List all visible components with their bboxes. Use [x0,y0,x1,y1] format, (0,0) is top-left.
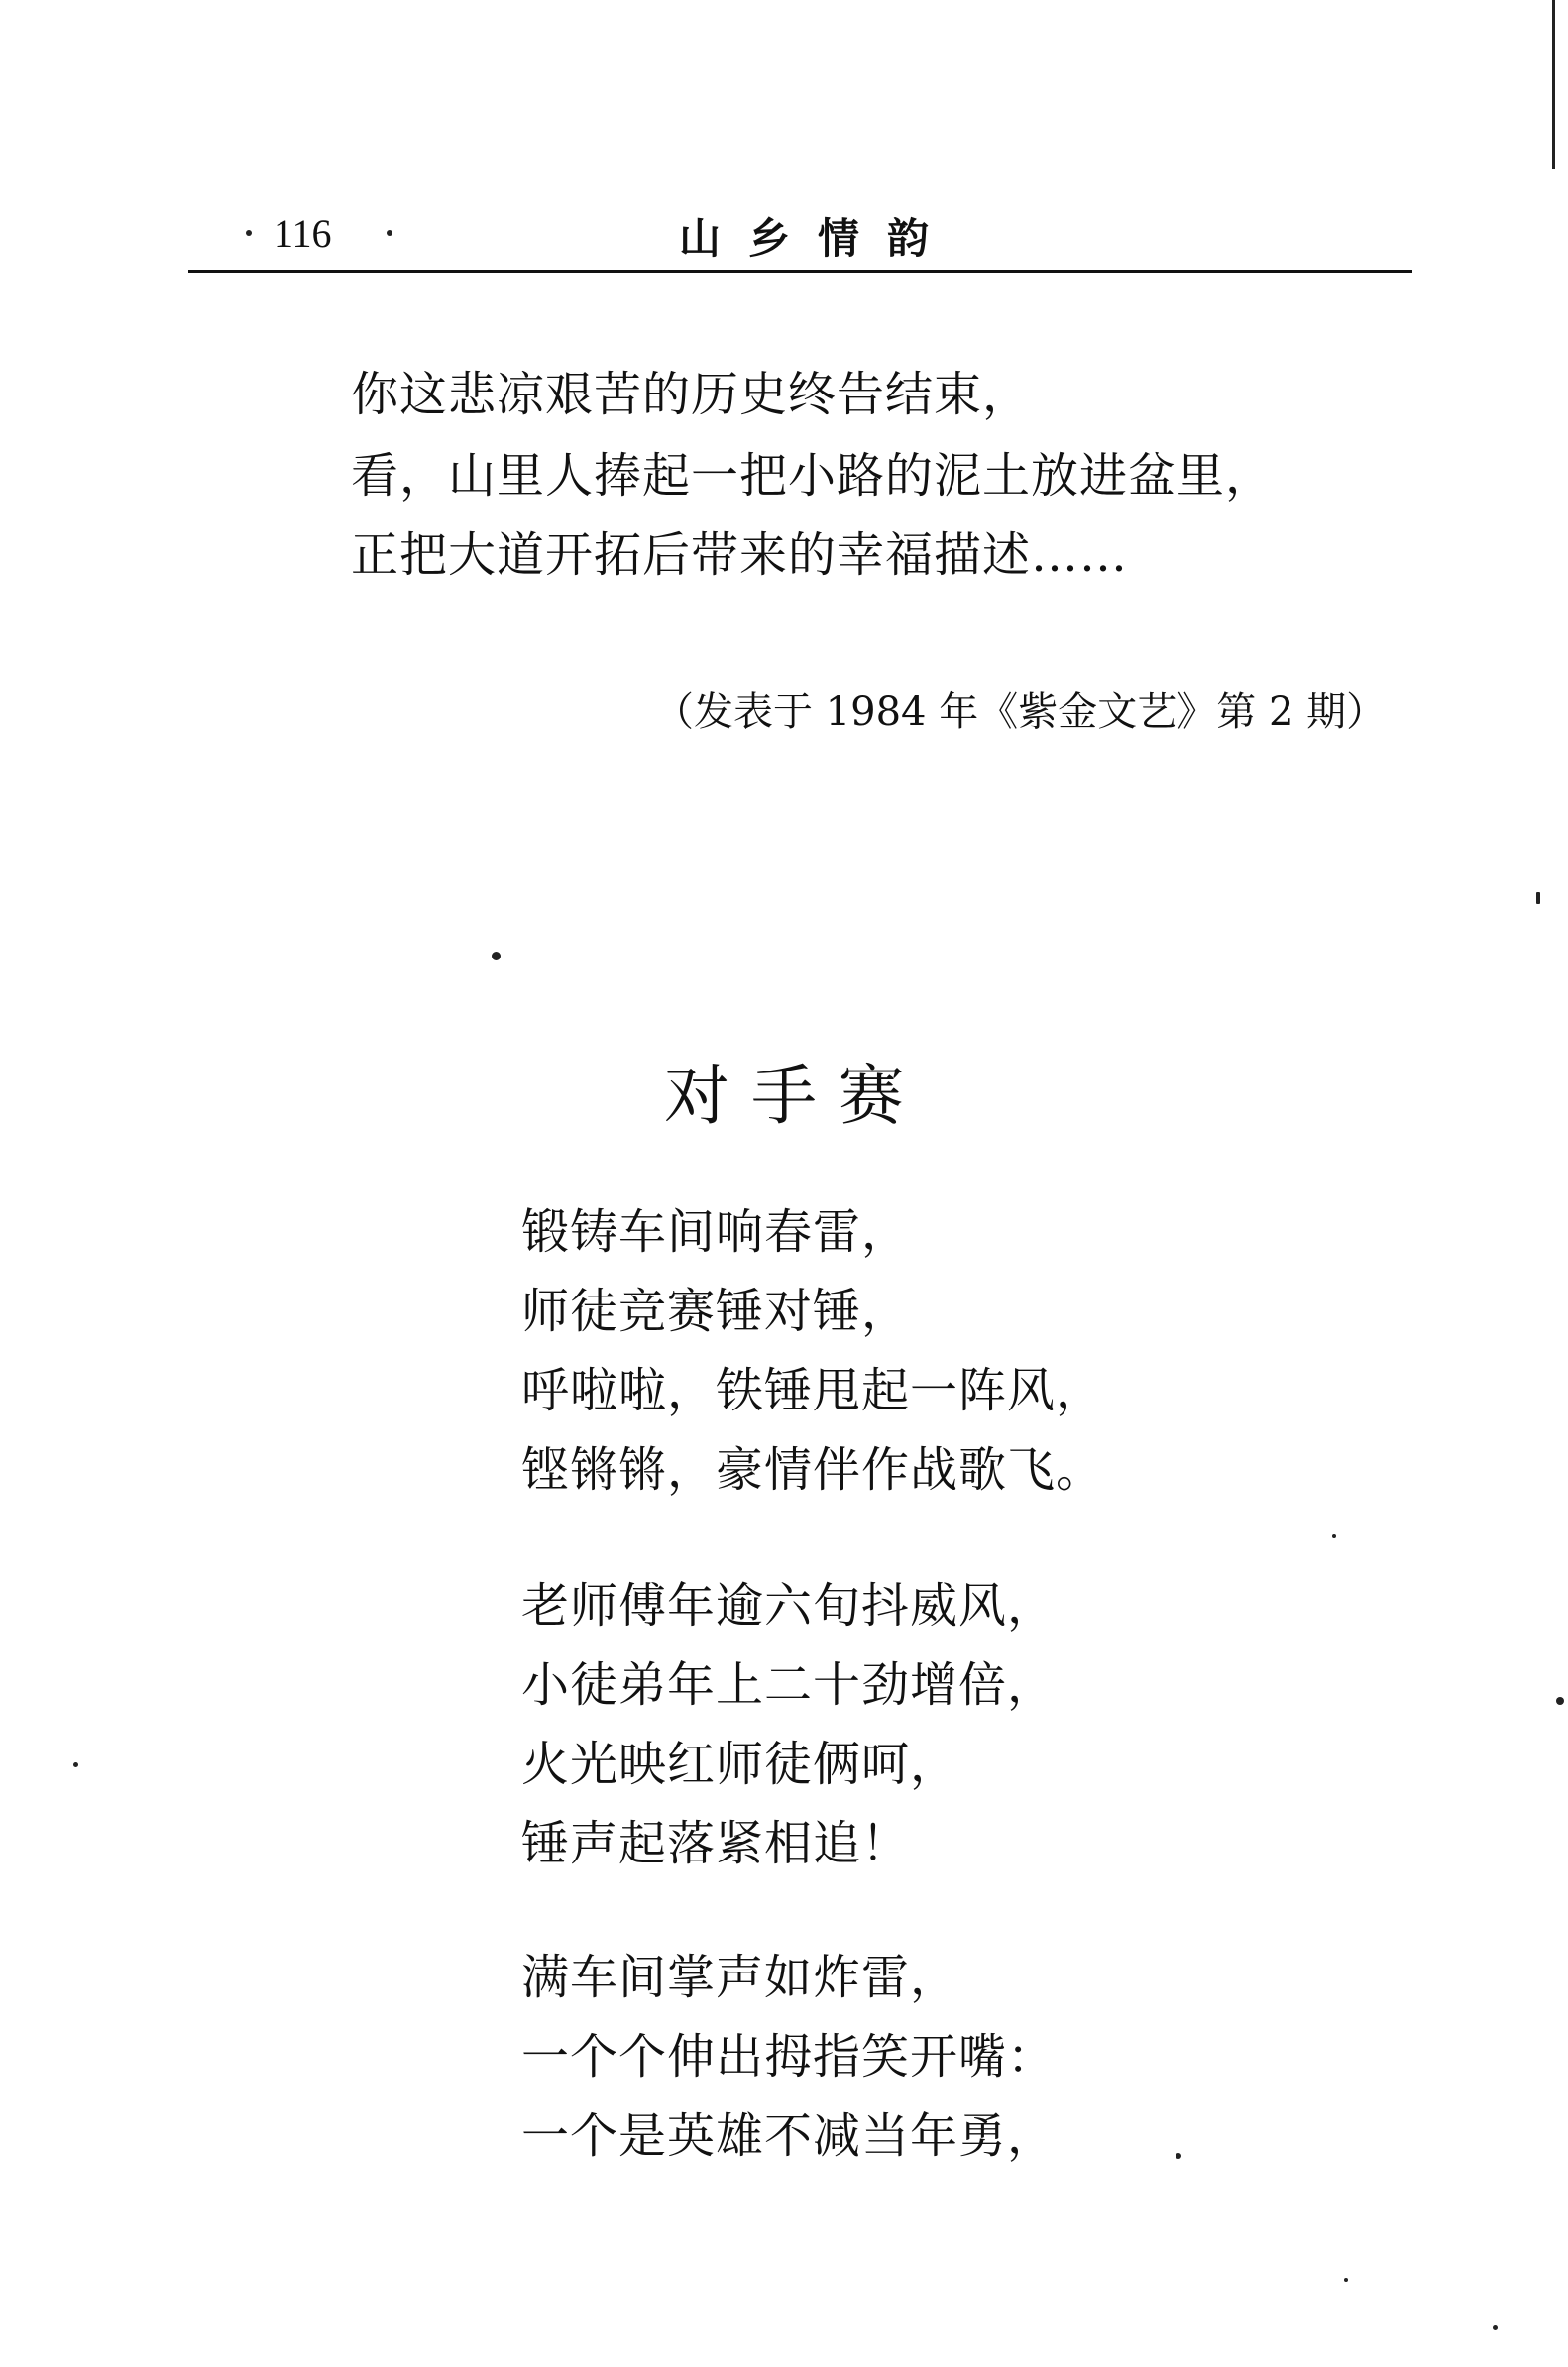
poem-title: 对手赛 [664,1058,926,1134]
verse-line: 看，山里人捧起一把小路的泥土放进盆里， [351,448,1275,504]
verse-line: 锤声起落紧相追！ [521,1816,911,1871]
verse-line: 你这悲凉艰苦的历史终告结束， [351,367,1032,422]
page-number: 116 [274,211,332,256]
verse-line: 一个个伸出拇指笑开嘴： [521,2029,1057,2085]
scan-speck [1332,1534,1336,1538]
scan-speck [1536,892,1540,904]
verse-line: 师徒竞赛锤对锤， [521,1284,911,1339]
header-rule [188,270,1412,273]
running-title: 山乡情韵 [679,214,957,263]
verse-line: 铿锵锵，豪情伴作战歌飞。 [521,1442,1105,1498]
publication-note: （发表于 1984 年《紫金文艺》第 2 期） [654,689,1387,734]
verse-line: 锻铸车间响春雷， [521,1204,911,1260]
scan-speck [1556,1697,1564,1705]
verse-line: 火光映红师徒俩呵， [521,1737,959,1792]
scan-speck [73,1762,78,1767]
verse-line: 呼啦啦，铁锤甩起一阵风， [521,1363,1105,1418]
verse-line: 满车间掌声如炸雷， [521,1950,959,2005]
verse-line: 小徒弟年上二十劲增倍， [521,1657,1057,1713]
binding-edge [1552,0,1555,169]
verse-line: 老师傅年逾六旬抖威风， [521,1578,1057,1634]
header-dot-left [246,230,252,236]
verse-line: 一个是英雄不减当年勇， [521,2108,1057,2164]
verse-line: 正把大道开拓后带来的幸福描述…… [351,527,1129,583]
scan-speck [1493,2325,1498,2330]
scan-speck [492,952,501,960]
header-dot-right [387,230,392,236]
scan-speck [1344,2278,1348,2282]
scan-speck [1176,2153,1181,2159]
running-header [188,198,1412,270]
